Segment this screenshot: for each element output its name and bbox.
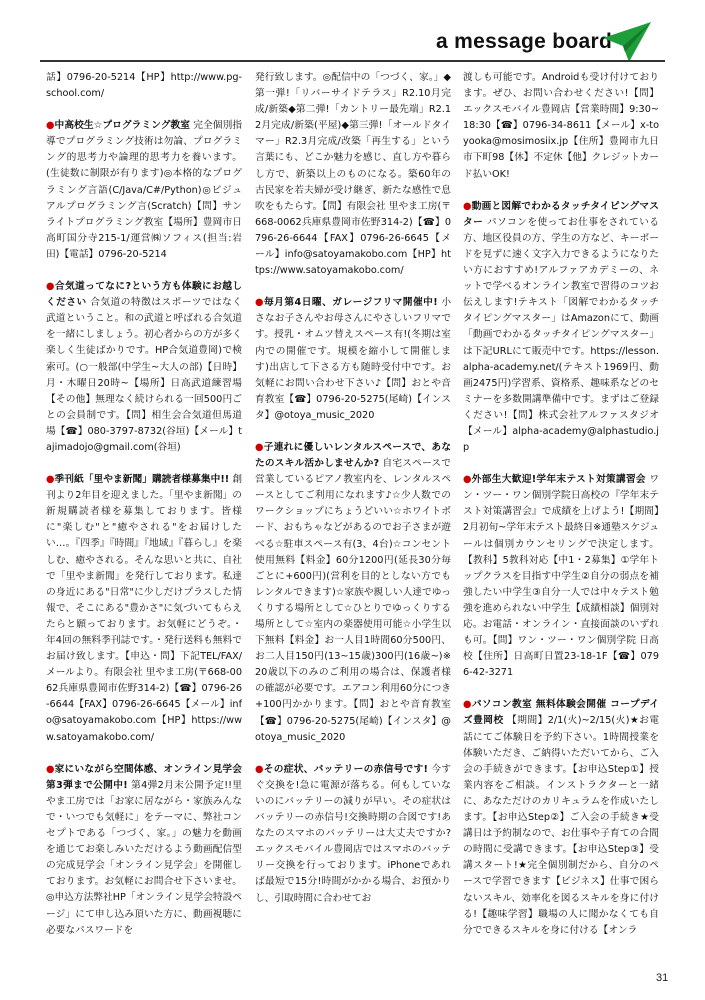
article-online-tour [46,762,242,939]
article-touch-typing [463,199,659,457]
article-pc-class [463,697,659,938]
header-rule [40,60,665,62]
article-heading: ●パソコン教室 無料体験会開催 コープデイズ豊岡校 [463,699,659,727]
article-heading: ●合気道ってなに?という方も体験にお越しください [46,281,242,309]
section-title: a message board [436,30,613,53]
article-body: 合気道の特徴はスポーツではなく武道ということ。和の武道と呼ばれる合気道を一緒にしましょう。初心者からの方が多く楽しく生徒ばかりです。HP合気道豊岡)で検索可。(○一般部(中学生~大人の部)【日時】月・木曜日20時~【場所】日高武道練習場【その他】無理なく続けられる一回500円ごとの会員制です。【問】相生会合気道但馬道場【☎】080-3797-8732(谷垣)【メール】tajimadojo@gmail.com(谷垣) [46,297,242,453]
article-heading: ●その症状、バッテリーの赤信号です! [255,763,428,775]
continued-text: 渡しも可能です。Androidも受け付けております。ぜひ、お問い合わせください!【問】エックスモバイル豊岡店【営業時間】9:30~18:30【☎】0796-34-8611【メール】x-toyooka@mosimosiix.jp【住所】豊岡市九日市下町98【休】不定休【他】クレジットカード払いOK! [463,72,659,180]
article-satoyama-newspaper [46,472,242,746]
article-body: ワン・ツー・ワン個別学院日高校の『学年末テスト対策講習会』で成績を上げよう!【期間】2月初旬~学年末テスト最終日※通塾スケジュールは個別カウンセリングで決定します。【教科】5教科対応【中1・2募集】①学年トップクラスを目指す中学生②自分の弱点を補強したい中学生③自分一人では中々テスト勉強を進められない中学生【成績相談】個別対応。お電話・オンライン・直接面談のいずれも可。【問】ワン・ツー・ワン個別学院 日高校【住所】日高町日置23-18-1F【☎】0796-42-3271 [463,474,659,679]
page-header [0,0,705,62]
continued-text: 発行致します。◎配信中の「つづく、家。」◆第一弾!「リバーサイドテラス」R2.10月完成/新築◆第二弾!「カントリー最先端」R2.12月完成/新築(平屋)◆第三弾!「オールドタイマー」R2.3月完成/改築「再生する」という言葉にも、どこか魅力を感じ、直し方や暮らし方で、新築以上のものになる。築60年の古民家を若夫婦が受け継ぎ、新たな感性で息吹をもたらす。【問】有限会社 里やま工房(〒668-0062兵庫県豊岡市佐野314-2)【☎】0796-26-6644【FAX】0796-26-6645【メール】info@satoyamakobo.com【HP】https://www.satoyamakobo.com/ [255,72,451,277]
article-heading: ●中高校生☆プログラミング教室 [46,120,191,132]
article-body: パソコンを使ってお仕事をされている方、地区役員の方、学生の方など、キーボードを見ずに速く文字入力できるようになりたい方におすすめ!アルファアカデミーの、ネットで学べるオンライン教室で習得のコツお伝えします!テキスト「図解でわかるタッチタイピングマスター」はAmazonにて、動画「動画でわかるタッチタイピングマスター」は下記URLにて販売中です。https://lesson.alpha-academy.net/(テキスト1969円、動画2475円)学習系、資格系、趣味系などのセミナーを多数開講準備中です。まずはご登録ください!【問】株式会社アルファスタジオ【メール】alpha-academy@alphastudio.jp [463,216,659,454]
article-heading: ●子連れに優しいレンタルスペースで、あなたのスキル活かしませんか? [255,441,451,470]
article-rental-space [255,440,451,746]
article-heading: ●毎月第4日曜、ガレージフリマ開催中! [255,297,438,309]
article-body: 【期間】2/1(火)~2/15(火)★お電話にてご体験日を予約下さい。1時間授業を体験いただき、ご納得いただいてから、ご入会の手続きができます。【お申込Step①】授業内容をご相談。インストラクターと一緒に、あなただけのカリキュラムを作成いたします。【お申込Step②】ご入会の手続き★受講日は予約制なので、お仕事や子育ての合間の時間に受講できます。【お申込Step③】受講スタート!★完全個別制だから、自分のペースで学習できます【ビジネス】仕事で困らないスキル、効率化を図るスキルを身に付ける!【趣味学習】職場の人に聞かなくても自分でできるスキルを身に付ける【オンラ [463,715,659,936]
article-aikido [46,279,242,456]
article-programming-class [46,118,242,263]
column-2 [255,70,451,970]
article-body: 完全個別指導でプログラミング技術は勿論、プログラミング的思考力や論理的思考力を養います。(生徒数に制限が有ります)◎本格的なプログラミング言語(C/Java/C#/Python)◎ビジュアルプログラミング言(Scratch)【問】サンライトプログラミング教室【場所】豊岡市日高町国分寺215-1/運営㈱ソフィス(担当:岩田)【電話】0796-20-5214 [46,120,242,260]
paper-plane-icon [603,22,651,62]
article-body: 創刊より2年目を迎えました。「里やま新聞」の新規購読者様を募集しております。皆様に"楽しむ"と"癒やされる"をお届けしたい…。『四季』『時間』『地域』『暮らし』を楽しむ、癒やされる。そんな思いと共に、自社で「里やま新聞」を発行しております。私達の身近にある"日常"に少しだけプラスした情報で、そこにある"豊かさ"に気づいてもらえたらと願っております。お気軽にどうぞ。・年4回の無料季刊誌です。・発行送料も無料でお届け致します。【申込・問】下記TEL/FAX/メールより。有限会社 里やま工房(〒668-0062兵庫県豊岡市佐野314-2)【☎】0796-26-6644【FAX】0796-26-6645【メール】info@satoyamakobo.com【HP】https://www.satoyamakobo.com/ [46,474,242,743]
article-exam-prep [463,472,659,681]
article-heading: ●外部生大歓迎!学年末テスト対策講習会 [463,474,646,486]
article-body: 自宅スペースで営業しているピアノ教室内を、レンタルスペースとしてご利用になれます♪☆少人数でのワークショップにちょうどいい☆ホワイトボード、おもちゃなどがあるのでお子さまが遊べる☆駐車スペース有(3、4台)☆コンセント使用無料【料金】60分1200円(延長30分毎ごとに+600円)(営利を目的としない方でもレンタルできます)☆家族や親しい人達でゆっくりする場所として☆ひとりでゆっくりする場所として☆室内の楽器使用可能☆小学生以下無料【料金】お一人目1時間60分500円、お二人目150円(13~15歳)300円(16歳~)※20歳以下のみのご利用の場合は、保護者様の確認が必要です。エアコン利用60分につき+100円かかります。【問】おとや音育教室【☎】0796-20-5275(尾崎)【インスタ】@otoya_music_2020 [255,458,451,743]
article-heading: ●動画と図解でわかるタッチタイピングマスター [463,200,659,228]
article-body: 小さなお子さんやお母さんにやさしいフリマです。授乳・オムツ替えスペース有!(冬期は室内での開催です。規模を縮小して開催します)出店して下さる方も随時受付中です。お気軽にお問い合わせ下さい♪【問】おとや音育教室【☎】0796-20-5275(尾崎)【インスタ】@otoya_music_2020 [255,297,451,421]
article-body: 今すぐ交換を!急に電源が落ちる。何もしていないのにバッテリーの減りが早い。その症状はバッテリーの赤信号!交換時期の合図です!あなたのスマホのバッテリーは大丈夫ですか?エックスモバイル豊岡店ではスマホのバッテリー交換を行っております。iPhoneであれば最短で15分!時間がかかる場合、お預かりし、引取時間に合わせてお [255,763,451,904]
column-3 [463,70,659,970]
continued-text: 話】0796-20-5214【HP】http://www.pg-school.com/ [46,72,242,100]
page-number: 31 [656,972,669,984]
article-heading: ●季刊紙「里やま新聞」購読者様募集中!! [46,474,230,486]
article-garage-flea-market [255,295,451,424]
article-heading: ●家にいながら空間体感、オンライン見学会第3弾まで公開中! [46,763,242,791]
article-battery-replacement [255,762,451,907]
column-1 [46,70,242,970]
article-body: 第4弾2月末公開予定!!里やま工房では「お家に居ながら・家族みんなで・いつでも気軽に」をテーマに、弊社コンセプトである「つづく、家。」の魅力を動画を通じてお楽しみいただけるよう動画配信型の完成見学会「オンライン見学会」を開催しております。お気軽にお問合せ下さいませ。◎申込方法弊社HP「オンライン見学会特設ページ」にて申し込み頂いた方に、動画視聴に必要なパスワードを [46,779,242,936]
